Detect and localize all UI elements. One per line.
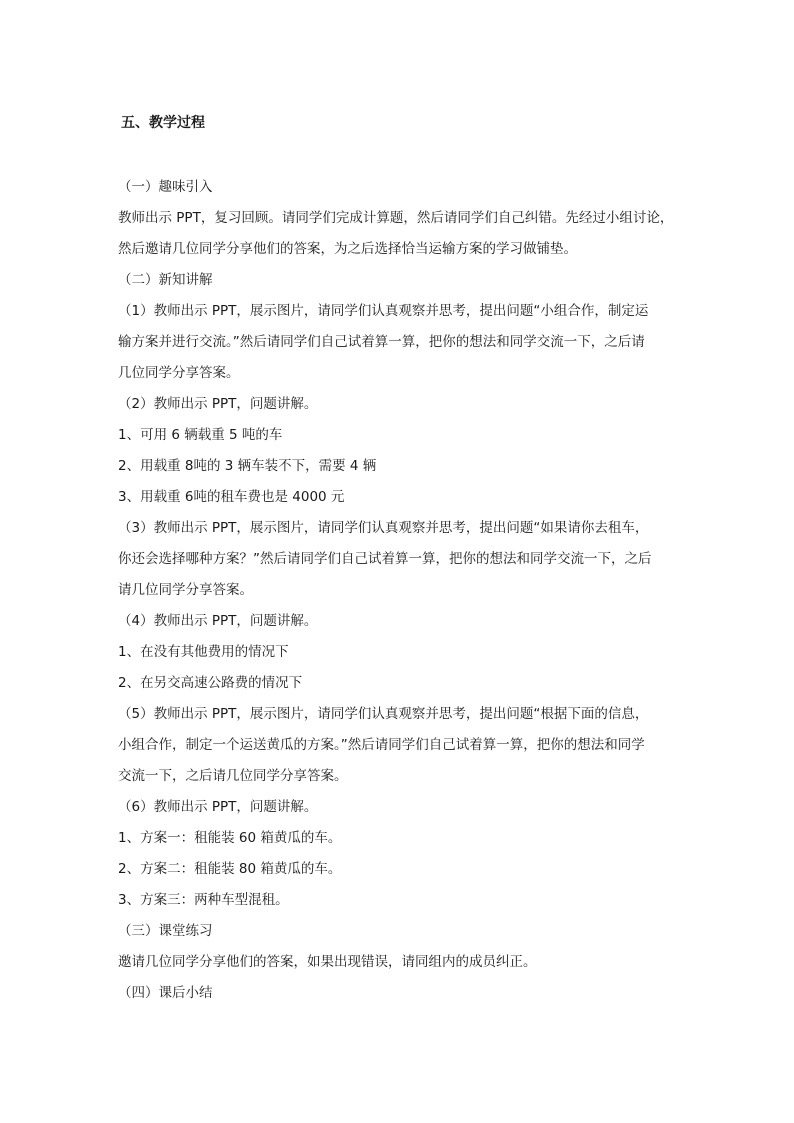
text-line: 2、在另交高速公路费的情况下 — [118, 675, 303, 691]
text-line: 3、用载重 6吨的租车费也是 4000 元 — [118, 489, 345, 505]
text-line: （5）教师出示 PPT，展示图片，请同学们认真观察并思考，提出问题“根据下面的信息， — [118, 706, 649, 722]
text-line: 1、在没有其他费用的情况下 — [118, 644, 289, 660]
text-line: 然后邀请几位同学分享他们的答案，为之后选择恰当运输方案的学习做铺垫。 — [118, 241, 577, 257]
text-line: 2、方案二：租能装 80 箱黄瓜的车。 — [118, 861, 342, 877]
text-line: 教师出示 PPT，复习回顾。请同学们完成计算题，然后请同学们自己纠错。先经过小组讨论， — [118, 210, 674, 226]
text-line: （二）新知讲解 — [118, 272, 213, 288]
text-line: （4）教师出示 PPT，问题讲解。 — [118, 613, 318, 629]
text-line: （3）教师出示 PPT，展示图片，请同学们认真观察并思考，提出问题“如果请你去租车， — [118, 520, 649, 536]
text-line: 邀请几位同学分享他们的答案，如果出现错误，请同组内的成员纠正。 — [118, 954, 537, 970]
text-line: 输方案并进行交流。”然后请同学们自己试着算一算，把你的想法和同学交流一下，之后请 — [118, 334, 645, 350]
text-line: （2）教师出示 PPT，问题讲解。 — [118, 396, 318, 412]
text-line: 3、方案三：两种车型混租。 — [118, 892, 289, 908]
text-line: （四）课后小结 — [118, 985, 213, 1001]
body-text — [118, 172, 684, 1009]
text-line: 2、用载重 8吨的 3 辆车装不下，需要 4 辆 — [118, 458, 377, 474]
text-line: 1、方案一：租能装 60 箱黄瓜的车。 — [118, 830, 342, 846]
text-line: （1）教师出示 PPT，展示图片，请同学们认真观察并思考，提出问题“小组合作，制定运 — [118, 303, 649, 319]
text-line: 小组合作，制定一个运送黄瓜的方案。”然后请同学们自己试着算一算，把你的想法和同学 — [118, 737, 645, 753]
text-line: 你还会选择哪种方案？”然后请同学们自己试着算一算，把你的想法和同学交流一下，之后 — [118, 551, 652, 567]
text-line: （三）课堂练习 — [118, 923, 213, 939]
text-line: 1、可用 6 辆载重 5 吨的车 — [118, 427, 283, 443]
text-line: 交流一下，之后请几位同学分享答案。 — [118, 768, 348, 784]
text-line: （6）教师出示 PPT，问题讲解。 — [118, 799, 318, 815]
section-heading: 五、教学过程 — [121, 115, 205, 131]
text-line: 几位同学分享答案。 — [118, 365, 240, 381]
text-line: 请几位同学分享答案。 — [118, 582, 253, 598]
text-line: （一）趣味引入 — [118, 179, 213, 195]
